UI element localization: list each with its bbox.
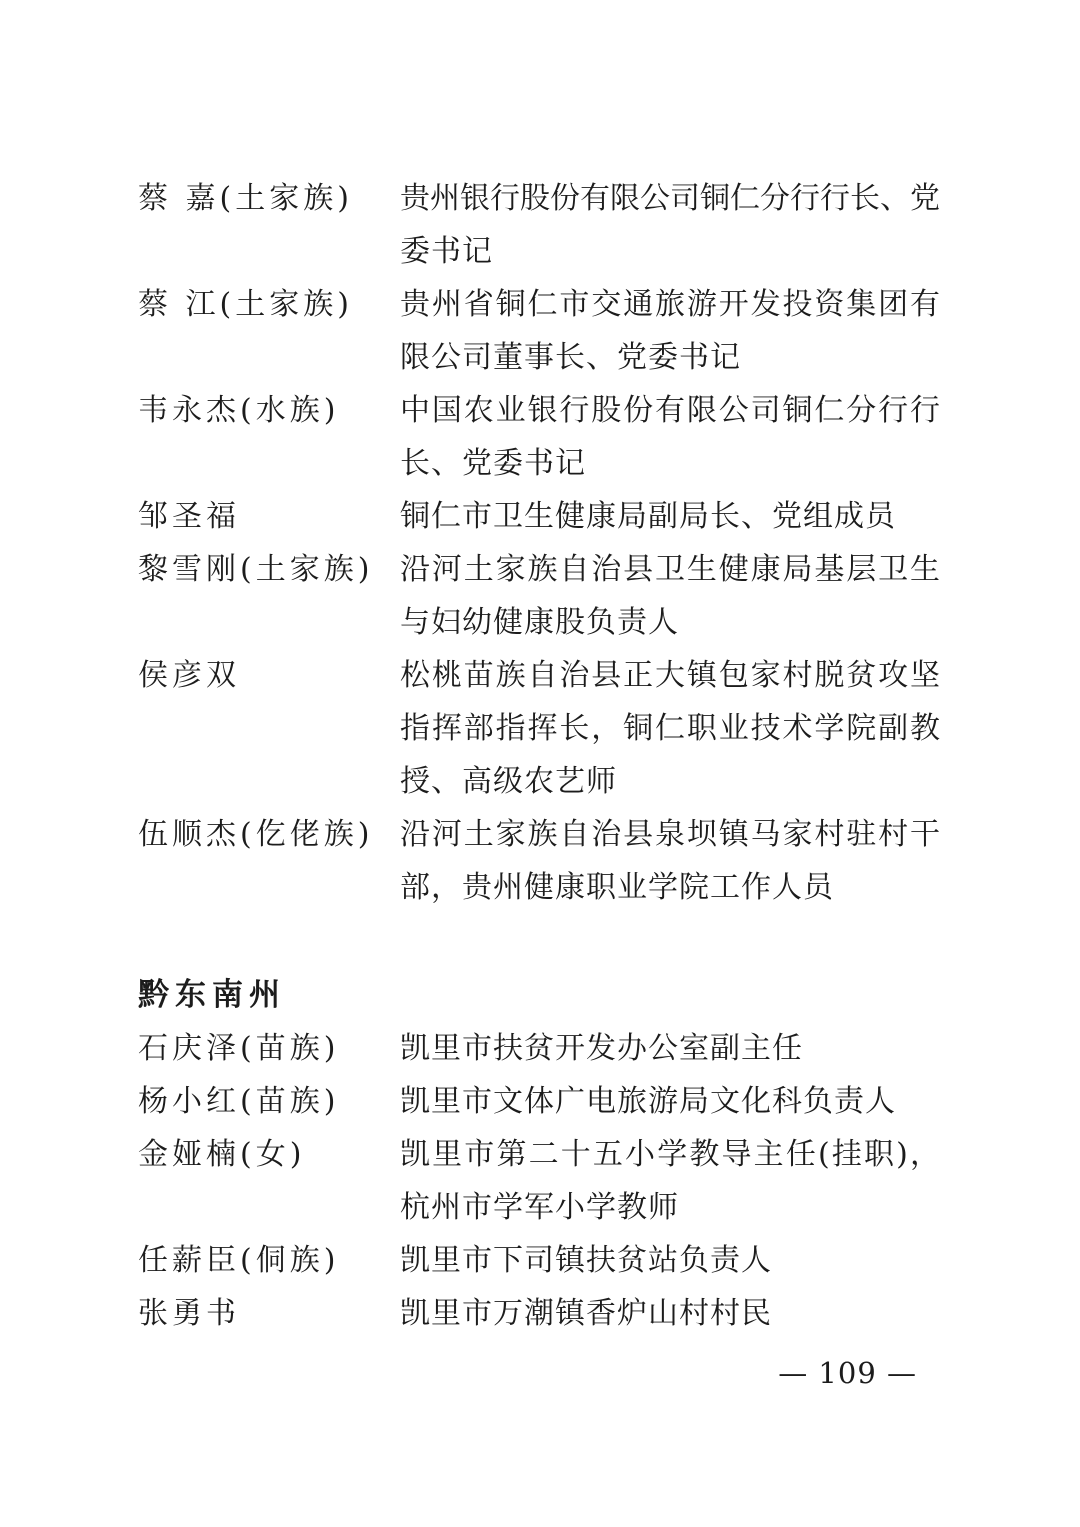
- entry-row: [138, 1022, 940, 1075]
- entry-row: [138, 384, 940, 490]
- entry-position: [400, 649, 940, 808]
- entry-row: [138, 1287, 940, 1340]
- entry-name: 黎雪刚(土家族): [138, 552, 374, 587]
- entry-position: [400, 278, 940, 384]
- recognition-list: [138, 172, 940, 1340]
- entry-position: [400, 1234, 940, 1287]
- position-line: 指挥部指挥长，铜仁职业技术学院副教: [400, 711, 940, 746]
- entry-position: [400, 172, 940, 278]
- position-line: 凯里市万潮镇香炉山村村民: [400, 1296, 772, 1331]
- entry-row: [138, 490, 940, 543]
- entry-position: [400, 384, 940, 490]
- position-line: 杭州市学军小学教师: [400, 1190, 679, 1225]
- position-line: 铜仁市卫生健康局副局长、党组成员: [400, 499, 896, 534]
- entry-row: [138, 649, 940, 808]
- entry-row: [138, 172, 940, 278]
- entry-row: [138, 1128, 940, 1234]
- entry-position: [400, 543, 940, 649]
- position-line: 长、党委书记: [400, 446, 586, 481]
- position-line: 凯里市扶贫开发办公室副主任: [400, 1031, 803, 1066]
- entry-row: [138, 1075, 940, 1128]
- entry-name: 石庆泽(苗族): [138, 1031, 340, 1066]
- position-line: 与妇幼健康股负责人: [400, 605, 679, 640]
- entry-name: 张勇书: [138, 1296, 240, 1331]
- position-line: 松桃苗族自治县正大镇包家村脱贫攻坚: [400, 658, 940, 693]
- position-line: 沿河土家族自治县泉坝镇马家村驻村干: [400, 817, 940, 852]
- position-line: 凯里市第二十五小学教导主任(挂职)，: [400, 1137, 940, 1172]
- position-line: 凯里市文体广电旅游局文化科负责人: [400, 1084, 896, 1119]
- position-line: 委书记: [400, 234, 493, 269]
- position-line: 中国农业银行股份有限公司铜仁分行行: [400, 393, 940, 428]
- entry-row: [138, 543, 940, 649]
- position-line: 贵州省铜仁市交通旅游开发投资集团有: [400, 287, 940, 322]
- entry-position: [400, 490, 940, 543]
- position-line: 限公司董事长、党委书记: [400, 340, 741, 375]
- entry-position: [400, 1128, 940, 1234]
- entry-position: [400, 1287, 940, 1340]
- entry-position: [400, 1022, 940, 1075]
- entry-name: 伍顺杰(仡佬族): [138, 817, 374, 852]
- entry-row: [138, 1234, 940, 1287]
- section-title: 黔东南州: [138, 977, 286, 1013]
- position-line: 沿河土家族自治县卫生健康局基层卫生: [400, 552, 940, 587]
- position-line: 凯里市下司镇扶贫站负责人: [400, 1243, 772, 1278]
- entry-row: [138, 278, 940, 384]
- entry-position: [400, 1075, 940, 1128]
- entry-name: 蔡 江(土家族): [138, 287, 353, 322]
- entry-row: [138, 808, 940, 914]
- entry-name: 侯彦双: [138, 658, 240, 693]
- position-line: 贵州银行股份有限公司铜仁分行行长、党: [400, 181, 940, 216]
- entry-name: 邹圣福: [138, 499, 240, 534]
- entry-position: [400, 808, 940, 914]
- position-line: 部，贵州健康职业学院工作人员: [400, 870, 834, 905]
- entry-name: 任薪臣(侗族): [138, 1243, 340, 1278]
- entry-name: 金娅楠(女): [138, 1137, 306, 1172]
- entry-name: 韦永杰(水族): [138, 393, 340, 428]
- page-number: — 109 —: [778, 1356, 917, 1390]
- entry-name: 蔡 嘉(土家族): [138, 181, 353, 216]
- entry-name: 杨小红(苗族): [138, 1084, 340, 1119]
- position-line: 授、高级农艺师: [400, 764, 617, 799]
